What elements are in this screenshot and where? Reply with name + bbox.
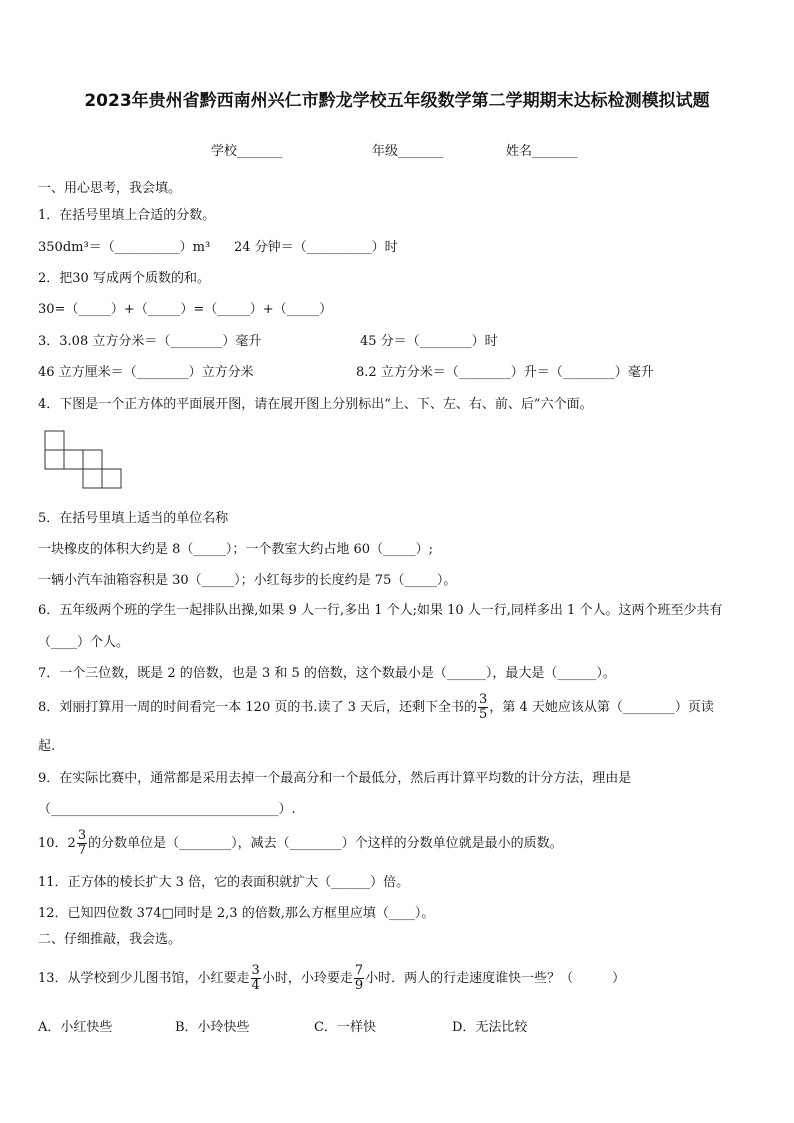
question-2-stem: 2．把30 写成两个质数的和。 (38, 271, 210, 286)
question-8-pre: 8．刘丽打算用一周的时间看完一本 120 页的书.读了 3 天后，还剩下全书的 (38, 700, 478, 715)
question-13-pre: 13．从学校到少儿图书馆，小红要走 (38, 971, 250, 986)
question-3b[interactable]: 45 分＝（________）时 (360, 334, 498, 349)
fraction-3-4 (251, 964, 261, 993)
option-c[interactable]: C．一样快 (314, 1020, 376, 1035)
school-field[interactable]: 学校_______ (211, 144, 283, 159)
fraction-numerator: 3 (479, 692, 488, 707)
question-2-answer[interactable]: 30=（_____）+（_____）=（_____）+（_____） (38, 302, 333, 317)
question-6-line-2[interactable]: （____）个人。 (38, 635, 130, 650)
option-a[interactable]: A．小红快些 (38, 1020, 113, 1035)
question-13-stem (38, 964, 625, 994)
question-12[interactable]: 12．已知四位数 374□同时是 2,3 的倍数,那么方框里应填（____）。 (38, 906, 435, 921)
question-10 (38, 829, 563, 859)
question-10-pre: 10．2 (38, 836, 76, 851)
question-1a[interactable]: 350dm³＝（__________）m³ (38, 240, 211, 255)
fraction-numerator: 7 (354, 963, 364, 978)
cube-net-diagram[interactable] (44, 430, 128, 494)
question-9-line-2[interactable]: （___________________________________）. (38, 802, 296, 817)
question-1b[interactable]: 24 分钟＝（__________）时 (234, 240, 398, 255)
question-9-line-1: 9．在实际比赛中，通常都是采用去掉一个最高分和一个最低分，然后再计算平均数的计分方法，理由是 (38, 771, 632, 786)
question-7[interactable]: 7．一个三位数，既是 2 的倍数，也是 3 和 5 的倍数，这个数最小是（______），最大是（______）。 (38, 666, 616, 681)
question-5-line-2[interactable]: 一辆小汽车油箱容积是 30（_____）；小红每步的长度约是 75（_____）。 (38, 573, 457, 588)
fraction-numerator: 3 (251, 963, 260, 978)
question-5-line-1[interactable]: 一块橡皮的体积大约是 8（_____）；一个教室大约占地 60（_____）; (38, 542, 433, 557)
question-3c[interactable]: 46 立方厘米＝（________）立方分米 (38, 365, 254, 380)
cube-net-face (83, 450, 102, 469)
cube-net-face (64, 450, 83, 469)
fraction-numerator: 3 (77, 828, 87, 843)
question-1-stem: 1．在括号里填上合适的分数。 (38, 208, 216, 223)
grade-field[interactable]: 年级_______ (372, 144, 444, 159)
option-d[interactable]: D．无法比较 (452, 1020, 528, 1035)
section-heading-1: 一、用心思考，我会填。 (38, 181, 182, 196)
section-heading-2: 二、仔细推敲，我会选。 (38, 932, 182, 947)
fraction-denominator: 9 (354, 978, 364, 993)
question-11[interactable]: 11．正方体的棱长扩大 3 倍，它的表面积就扩大（______）倍。 (38, 875, 410, 890)
question-13-mid: 小时，小玲要走 (261, 971, 353, 986)
question-8-line-2: 起. (38, 739, 56, 754)
question-10-post[interactable]: 的分数单位是（________），减去（________）个这样的分数单位就是最小的质数。 (88, 836, 563, 851)
question-5-stem: 5．在括号里填上适当的单位名称 (38, 511, 229, 526)
question-3a[interactable]: 3．3.08 立方分米＝（________）毫升 (38, 334, 262, 349)
cube-net-face (83, 469, 102, 488)
question-3d[interactable]: 8.2 立方分米＝（________）升＝（________）毫升 (356, 365, 654, 380)
page-title: 2023年贵州省黔西南州兴仁市黔龙学校五年级数学第二学期期末达标检测模拟试题 (84, 91, 710, 111)
option-b[interactable]: B．小玲快些 (175, 1020, 250, 1035)
fraction-denominator: 4 (251, 978, 260, 993)
fraction-denominator: 5 (479, 707, 488, 722)
question-8-post[interactable]: ，第 4 天她应该从第（________）页读 (489, 700, 714, 715)
fraction-3-7 (77, 829, 87, 858)
question-13-post[interactable]: 小时．两人的行走速度谁快一些？（ ） (365, 971, 626, 986)
fraction-7-9 (354, 964, 364, 993)
question-4-stem: 4．下图是一个正方体的平面展开图，请在展开图上分别标出“上、下、左、右、前、后”六个面。 (38, 397, 593, 412)
fraction-denominator: 7 (77, 843, 87, 858)
question-6-line-1: 6．五年级两个班的学生一起排队出操,如果 9 人一行,多出 1 个人;如果 10 人一行,同样多出 1 个人。这两个班至少共有 (38, 603, 723, 618)
cube-net-face (102, 469, 121, 488)
name-field[interactable]: 姓名_______ (506, 144, 578, 159)
question-8-line-1 (38, 693, 714, 723)
cube-net-face (45, 450, 64, 469)
fraction-3-5 (478, 693, 488, 722)
cube-net-face (45, 431, 64, 450)
